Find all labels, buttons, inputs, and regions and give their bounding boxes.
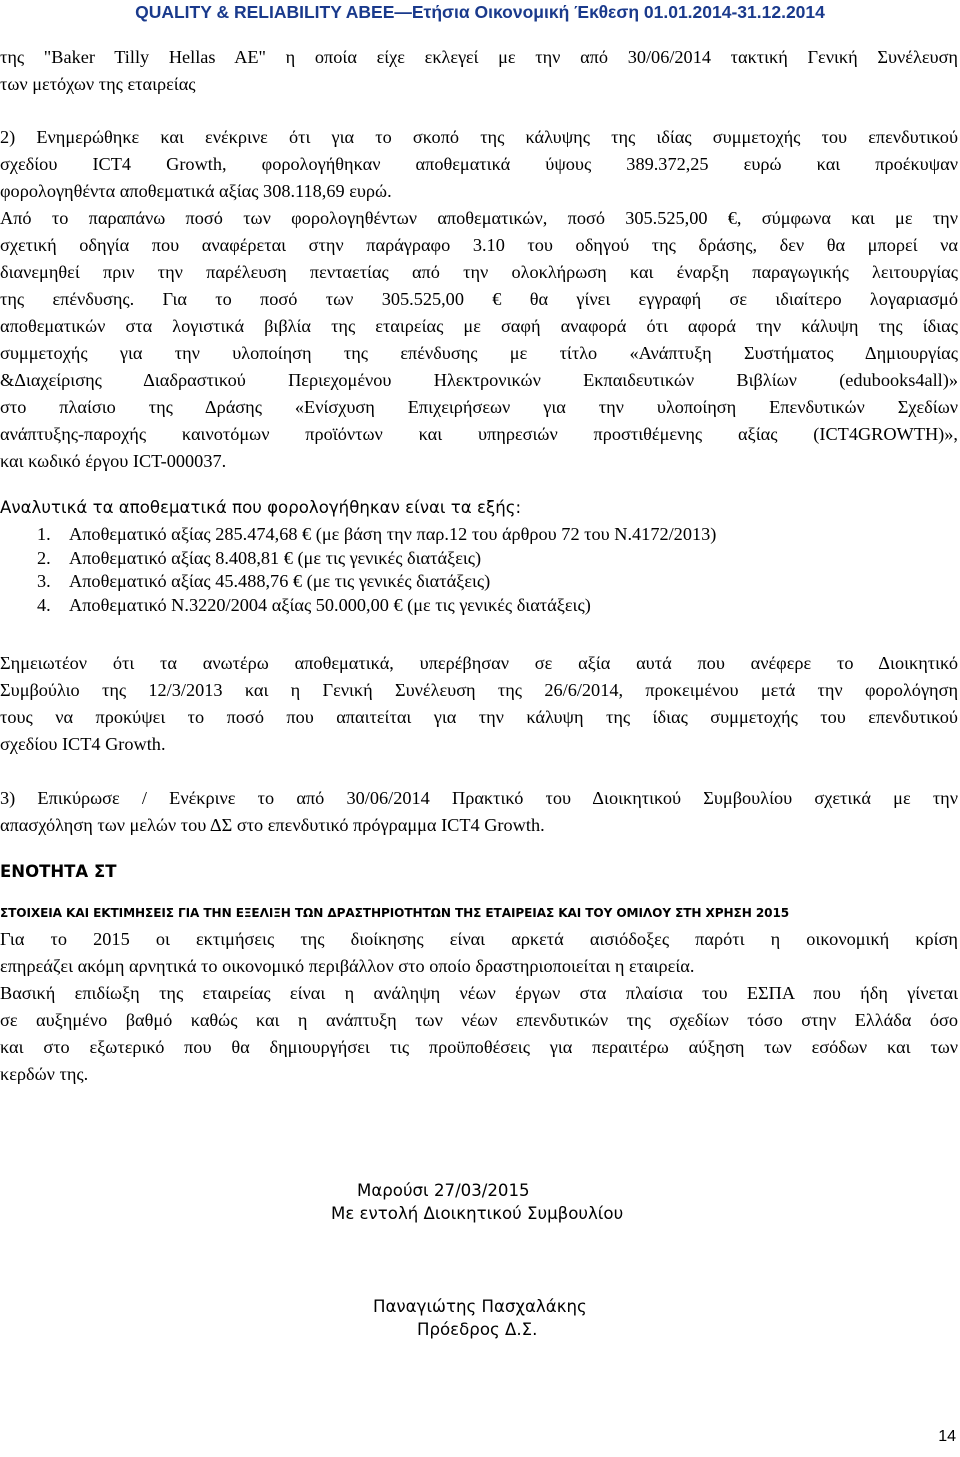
- text-line: Βασική επιδίωξη της εταιρείας είναι η ανάληψη νέων έργων στα πλαίσια του ΕΣΠΑ που ήδη γίνεται: [0, 983, 958, 1003]
- text-line: και κωδικό έργου ICT-000037.: [0, 451, 227, 471]
- text-line: των μετόχων της εταιρείας: [0, 74, 196, 94]
- signature-mandate: Με εντολή Διοικητικού Συμβουλίου: [331, 1204, 624, 1223]
- text-line: ανάπτυξης-παροχής καινοτόμων προϊόντων και υπηρεσιών προστιθέμενης αξίας (ICT4GROWTH)»,: [0, 424, 958, 444]
- text-line: σε αυξημένο βαθμό καθώς και η ανάπτυξη των νέων επενδυτικών της σχεδίων τόσο στην Ελλάδα όσο: [0, 1010, 958, 1030]
- list-item: [37, 523, 716, 547]
- signature-place-date: Μαρούσι 27/03/2015: [357, 1181, 530, 1200]
- list-number: 3.: [37, 571, 51, 591]
- text-line: Για το 2015 οι εκτιμήσεις της διοίκησης είναι αρκετά αισιόδοξες παρότι η οικονομική κρίση: [0, 929, 958, 949]
- list-number: 1.: [37, 524, 51, 544]
- reserves-heading: Αναλυτικά τα αποθεματικά που φορολογήθηκαν είναι τα εξής:: [0, 498, 522, 517]
- note-paragraph: [0, 650, 958, 758]
- reserves-list: [37, 523, 716, 617]
- text-line: συμμετοχής για την υλοποίηση της επένδυσης με τίτλο «Ανάπτυξη Συστήματος Δημιουργίας: [0, 343, 958, 363]
- document-header: QUALITY & RELIABILITY ABEE—Ετήσια Οικονομική Έκθεση 01.01.2014-31.12.2014: [135, 2, 825, 22]
- intro-paragraph: [0, 44, 958, 98]
- list-item: [37, 594, 716, 618]
- text-line: της "Baker Tilly Hellas AE" η οποία είχε εκλεγεί με την από 30/06/2014 τακτική Γενική Συνέλευση: [0, 47, 958, 67]
- text-line: διανεμηθεί πριν την παρέλευση πενταετίας από την ολοκλήρωση και έναρξη παραγωγικής λειτουργίας: [0, 262, 958, 282]
- section-title: ΕΝΟΤΗΤΑ ΣΤ: [0, 862, 117, 881]
- text-line: σχεδίου ICT4 Growth.: [0, 734, 166, 754]
- text-line: 3) Επικύρωσε / Ενέκρινε το από 30/06/2014 Πρακτικό του Διοικητικού Συμβουλίου σχετικά με την: [0, 788, 958, 808]
- text-line: απασχόληση των μελών του ΔΣ στο επενδυτικό πρόγραμμα ICT4 Growth.: [0, 815, 545, 835]
- item-3-paragraph: [0, 785, 958, 839]
- text-line: τους να προκύψει το ποσό που απαιτείται για την κάλυψη της ίδιας συμμετοχής του επενδυτικού: [0, 707, 958, 727]
- list-number: 2.: [37, 547, 51, 568]
- text-line: στο πλαίσιο της Δράσης «Ενίσχυση Επιχειρήσεων για την υλοποίηση Επενδυτικών Σχεδίων: [0, 397, 958, 417]
- text-line: Από το παραπάνω ποσό των φορολογηθέντων αποθεματικών, ποσό 305.525,00 €, σύμφωνα και με την: [0, 208, 958, 228]
- list-item: [37, 547, 716, 571]
- list-number: 4.: [37, 594, 51, 615]
- text-line: και στο εξωτερικό που θα δημιουργήσει τις προϋποθέσεις για περαιτέρω αύξηση των εσόδων και των: [0, 1037, 958, 1057]
- signatory-role: Πρόεδρος Δ.Σ.: [417, 1320, 538, 1339]
- text-line: κερδών της.: [0, 1064, 89, 1084]
- section-subtitle: ΣΤΟΙΧΕΙΑ ΚΑΙ ΕΚΤΙΜΗΣΕΙΣ ΓΙΑ ΤΗΝ ΕΞΕΛΙΞΗ ΤΩΝ ΔΡΑΣΤΗΡΙΟΤΗΤΩΝ ΤΗΣ ΕΤΑΙΡΕΙΑΣ ΚΑΙ ΤΟΥ ΟΜΙΛΟΥ ΣΤΗ ΧΡΗΣΗ 2015: [0, 906, 790, 920]
- text-line: &Διαχείρισης Διαδραστικού Περιεχομένου Ηλεκτρονικών Εκπαιδευτικών Βιβλίων (edubooks4all)»: [0, 370, 958, 390]
- list-text: Αποθεματικό αξίας 8.408,81 € (με τις γενικές διατάξεις): [69, 547, 482, 568]
- list-text: Αποθεματικό αξίας 285.474,68 € (με βάση την παρ.12 του άρθρου 72 του Ν.4172/2013): [69, 524, 717, 544]
- text-line: σχεδίου ICT4 Growth, φορολογήθηκαν αποθεματικά ύψους 389.372,25 ευρώ και προέκυψαν: [0, 154, 958, 174]
- list-text: Αποθεματικό αξίας 45.488,76 € (με τις γενικές διατάξεις): [69, 571, 491, 591]
- list-text: Αποθεματικό Ν.3220/2004 αξίας 50.000,00 € (με τις γενικές διατάξεις): [69, 594, 591, 615]
- outlook-paragraph: [0, 926, 958, 1088]
- page-number: 14: [938, 1428, 956, 1445]
- text-line: 2) Ενημερώθηκε και ενέκρινε ότι για το σκοπό της κάλυψης της ιδίας συμμετοχής του επενδυτικού: [0, 127, 958, 147]
- text-line: αποθεματικών στα λογιστικά βιβλία της εταιρείας με σαφή αναφορά ότι αφορά την κάλυψη της ίδιας: [0, 316, 958, 336]
- text-line: επηρεάζει ακόμη αρνητικά το οικονομικό περιβάλλον στο οποίο δραστηριοποιείται η εταιρεία.: [0, 956, 695, 976]
- item-2-paragraph: [0, 124, 958, 475]
- text-line: σχετική οδηγία που αναφέρεται στην παράγραφο 3.10 του οδηγού της δράσης, δεν θα μπορεί να: [0, 235, 958, 255]
- text-line: Συμβούλιο της 12/3/2013 και η Γενική Συνέλευση της 26/6/2014, προκειμένου μετά την φορολόγηση: [0, 680, 958, 700]
- list-item: [37, 570, 716, 594]
- text-line: της επένδυσης. Για το ποσό των 305.525,00 € θα γίνει εγγραφή σε ιδιαίτερο λογαριασμό: [0, 289, 958, 309]
- text-line: φορολογηθέντα αποθεματικά αξίας 308.118,69 ευρώ.: [0, 181, 392, 201]
- text-line: Σημειωτέον ότι τα ανωτέρω αποθεματικά, υπερέβησαν σε αξία αυτά που ανέφερε το Διοικητικό: [0, 653, 958, 673]
- signatory-name: Παναγιώτης Πασχαλάκης: [373, 1297, 587, 1316]
